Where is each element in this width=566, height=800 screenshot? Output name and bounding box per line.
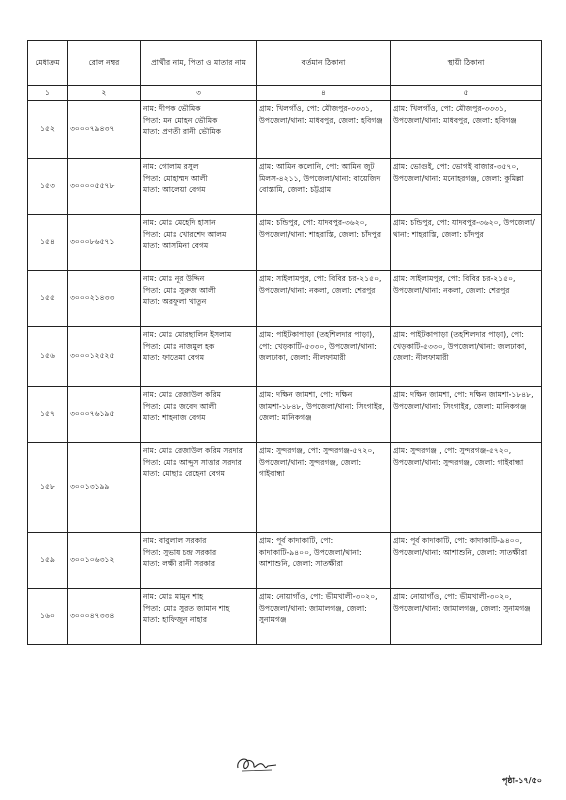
serial-cell: ১৫৫ bbox=[28, 270, 68, 326]
serial-cell: ১৫৪ bbox=[28, 214, 68, 270]
name-line: পিতা: মোঃ খোরশেদ আলম bbox=[143, 229, 227, 239]
roll-cell: ৩০০১৩১৯৯ bbox=[68, 442, 141, 532]
name-line: নাম: বাবুলাল সরকার bbox=[143, 535, 207, 545]
serial-cell: ১৬০ bbox=[28, 588, 68, 644]
table-row bbox=[28, 214, 542, 270]
name-line: মাতা: লক্ষী রানী সরকার bbox=[143, 559, 216, 569]
header-permanent-address: স্থায়ী ঠিকানা bbox=[391, 41, 542, 86]
permanent-address-cell: গ্রাম: পাইটকাপাড়া (তহশিলদার পাড়া), পো: খেড়কাটি-৫৩৩০, উপজেলা/থানা: জলঢাকা, জেলা: নীলফামারী bbox=[391, 326, 542, 386]
name-line: পিতা: মন মোহন ভৌমিক bbox=[143, 115, 218, 125]
name-cell bbox=[141, 214, 257, 270]
candidate-table bbox=[27, 40, 542, 645]
name-line: পিতা: সুভাষ চন্দ্র সরকার bbox=[143, 547, 217, 557]
header-present-address: বর্তমান ঠিকানা bbox=[257, 41, 391, 86]
name-line: পিতা: মোহাম্মদ আলী bbox=[143, 173, 208, 183]
roll-cell: ৩০০০১২৫২৫ bbox=[68, 326, 141, 386]
name-line: মাতা: মোছাঃ রেহেনা বেগম bbox=[143, 469, 226, 479]
serial-cell: ১৫৭ bbox=[28, 386, 68, 442]
present-address-cell: গ্রাম: আমিন কলোনি, পো: আমিন জুট মিলস-৪২১১, উপজেলা/থানা: বায়েজিদ বোস্তামি, জেলা: চট্টগ্রাম bbox=[257, 158, 391, 214]
name-line: মাতা: অরফুলা খাতুন bbox=[143, 297, 207, 307]
name-line: মাতা: ফাতেমা বেগম bbox=[143, 353, 205, 363]
name-cell bbox=[141, 100, 257, 158]
name-line: পিতা: মোঃ সুরত জামান শাহ bbox=[143, 603, 230, 613]
name-line: নাম: গোলাম রসুল bbox=[143, 161, 199, 171]
header-roll: রোল নম্বর bbox=[68, 41, 141, 86]
present-address-cell: গ্রাম: পূর্ব কাদাকাটি, পো: কাদাকাটি-৯৪০০, উপজেলা/থানা: আশাশুনি, জেলা: সাতক্ষীরা bbox=[257, 532, 391, 588]
name-line: পিতা: মোঃ আব্দুস সাত্তার সরদার bbox=[143, 457, 242, 467]
column-number: ১ bbox=[28, 86, 68, 101]
name-cell bbox=[141, 442, 257, 532]
serial-cell: ১৫৯ bbox=[28, 532, 68, 588]
present-address-cell: গ্রাম: দক্ষিন জামশা, পো: দক্ষিন জামশা-১৮৪৮, উপজেলা/থানা: সিংগাইর, জেলা: মানিকগঞ্জ bbox=[257, 386, 391, 442]
permanent-address-cell: গ্রাম: সুন্দরগঞ্জ , পো: সুন্দরগঞ্জ-৫৭২০, উপজেলা/থানা: সুন্দরগঞ্জ, জেলা: গাইবান্ধা bbox=[391, 442, 542, 532]
permanent-address-cell: গ্রাম: চন্ডিপুর, পো: যাদবপুর-৩৬২০, উপজেলা/থানা: শাহরাস্তি, জেলা: চাঁদপুর bbox=[391, 214, 542, 270]
name-line: পিতা: মোঃ সুরুজ আলী bbox=[143, 285, 216, 295]
column-number: ৫ bbox=[391, 86, 542, 101]
present-address-cell: গ্রাম: চন্ডিপুর, পো: যাদবপুর-৩৬২০, উপজেলা/থানা: শাহরাস্তি, জেলা: চাঁদপুর bbox=[257, 214, 391, 270]
roll-cell: ৩০০০০৫৫৭৮ bbox=[68, 158, 141, 214]
column-number-row bbox=[28, 86, 542, 101]
name-cell bbox=[141, 588, 257, 644]
name-line: পিতা: মোঃ জবেদ আলী bbox=[143, 401, 217, 411]
name-line: মাতা: হাফিজুন নাহার bbox=[143, 615, 208, 625]
name-cell bbox=[141, 326, 257, 386]
roll-cell: ৩০০০৭৬১৯৫ bbox=[68, 386, 141, 442]
present-address-cell: গ্রাম: সুন্দরগঞ্জ, পো: সুন্দরগঞ্জ-৫৭২০, উপজেলা/থানা: সুন্দরগঞ্জ, জেলা: গাইবান্ধা bbox=[257, 442, 391, 532]
permanent-address-cell: গ্রাম: খিলগাঁও, পো: মৌজপুর-৩৩৩১, উপজেলা/থানা: মাধবপুর, জেলা: হবিগঞ্জ bbox=[391, 100, 542, 158]
name-cell bbox=[141, 158, 257, 214]
permanent-address-cell: গ্রাম: নোয়াগাঁও, পো: ভীমখালী-৩০২০, উপজেলা/থানা: জামালগঞ্জ, জেলা: সুনামগঞ্জ bbox=[391, 588, 542, 644]
name-line: পিতা: মোঃ নাজমুল হক bbox=[143, 341, 215, 351]
serial-cell: ১৫৬ bbox=[28, 326, 68, 386]
column-number: ৪ bbox=[257, 86, 391, 101]
serial-cell: ১৫৮ bbox=[28, 442, 68, 532]
present-address-cell: গ্রাম: খিলগাঁও, পো: মৌজপুর-৩৩৩১, উপজেলা/থানা: মাধবপুর, জেলা: হবিগঞ্জ bbox=[257, 100, 391, 158]
name-line: নাম: দীপক ভৌমিক bbox=[143, 103, 201, 113]
column-number: ৩ bbox=[141, 86, 257, 101]
header-row bbox=[28, 41, 542, 86]
table-row bbox=[28, 100, 542, 158]
signature-icon bbox=[232, 752, 280, 776]
table-row bbox=[28, 158, 542, 214]
results-sheet bbox=[27, 40, 541, 645]
name-line: নাম: মোঃ রেজাউল করিম bbox=[143, 389, 222, 399]
name-cell bbox=[141, 270, 257, 326]
table-row bbox=[28, 386, 542, 442]
table-row bbox=[28, 326, 542, 386]
permanent-address-cell: গ্রাম: সাইলামপুর, পো: বিবির চর-২১৫০, উপজেলা/থানা: নকলা, জেলা: শেরপুর bbox=[391, 270, 542, 326]
table-row bbox=[28, 588, 542, 644]
name-line: নাম: মোঃ মামুন শাহ bbox=[143, 591, 204, 601]
name-line: নাম: মোঃ রেজাউল করিম সরদার bbox=[143, 445, 243, 455]
name-line: মাতা: আলেয়া বেগম bbox=[143, 185, 206, 195]
column-number: ২ bbox=[68, 86, 141, 101]
name-cell bbox=[141, 386, 257, 442]
name-line: মাতা: শাহনাজ বেগম bbox=[143, 413, 206, 423]
name-line: মাতা: আসমিনা বেগম bbox=[143, 241, 209, 251]
page-number: পৃষ্ঠা-১৭/৫০ bbox=[502, 776, 542, 785]
permanent-address-cell: গ্রাম: দক্ষিন জামশা, পো: দক্ষিন জামশা-১৮৪৮, উপজেলা/থানা: সিংগাইর, জেলা: মানিকগঞ্জ bbox=[391, 386, 542, 442]
serial-cell: ১৫২ bbox=[28, 100, 68, 158]
present-address-cell: গ্রাম: পাইটকাপাড়া (তহশিলদার পাড়া), পো: খেড়কাটি-৫৩৩০, উপজেলা/থানা: জলঢাকা, জেলা: নীলফামারী bbox=[257, 326, 391, 386]
roll-cell: ৩০০০৮৬৫৭১ bbox=[68, 214, 141, 270]
present-address-cell: গ্রাম: নোয়াগাঁও, পো: ভীমখালী-৩০২০, উপজেলা/থানা: জামালগঞ্জ, জেলা: সুনামগঞ্জ bbox=[257, 588, 391, 644]
table-row bbox=[28, 442, 542, 532]
header-name: প্রার্থীর নাম, পিতা ও মাতার নাম bbox=[141, 41, 257, 86]
name-line: নাম: মোঃ মোরছালিন ইসলাম bbox=[143, 329, 232, 339]
name-line: নাম: মোঃ নূর উদ্দিন bbox=[143, 273, 205, 283]
present-address-cell: গ্রাম: সাইলামপুর, পো: বিবির চর-২১৫০, উপজেলা/থানা: নকলা, জেলা: শেরপুর bbox=[257, 270, 391, 326]
header-serial: মেধাক্রম bbox=[28, 41, 68, 86]
name-cell bbox=[141, 532, 257, 588]
permanent-address-cell: গ্রাম: পূর্ব কাদাকাটি, পো: কাদাকাটি-৯৪০০, উপজেলা/থানা: আশাশুনি, জেলা: সাতক্ষীরা bbox=[391, 532, 542, 588]
serial-cell: ১৫৩ bbox=[28, 158, 68, 214]
roll-cell: ৩০০০২১৪৩৩ bbox=[68, 270, 141, 326]
roll-cell: ৩০০০৪৭৩৩৪ bbox=[68, 588, 141, 644]
permanent-address-cell: গ্রাম: ভোগুই, পো: ভোগই বাজার-৩৫৭০, উপজেলা/থানা: মনোহরগঞ্জ, জেলা: কুমিল্লা bbox=[391, 158, 542, 214]
name-line: নাম: মোঃ মেহেদি হাসান bbox=[143, 217, 216, 227]
table-row bbox=[28, 270, 542, 326]
table-row bbox=[28, 532, 542, 588]
name-line: মাতা: প্রণতী রানী ভৌমিক bbox=[143, 127, 221, 137]
roll-cell: ৩০০০৭৯৪৩৭ bbox=[68, 100, 141, 158]
roll-cell: ৩০০১০৬৩১২ bbox=[68, 532, 141, 588]
